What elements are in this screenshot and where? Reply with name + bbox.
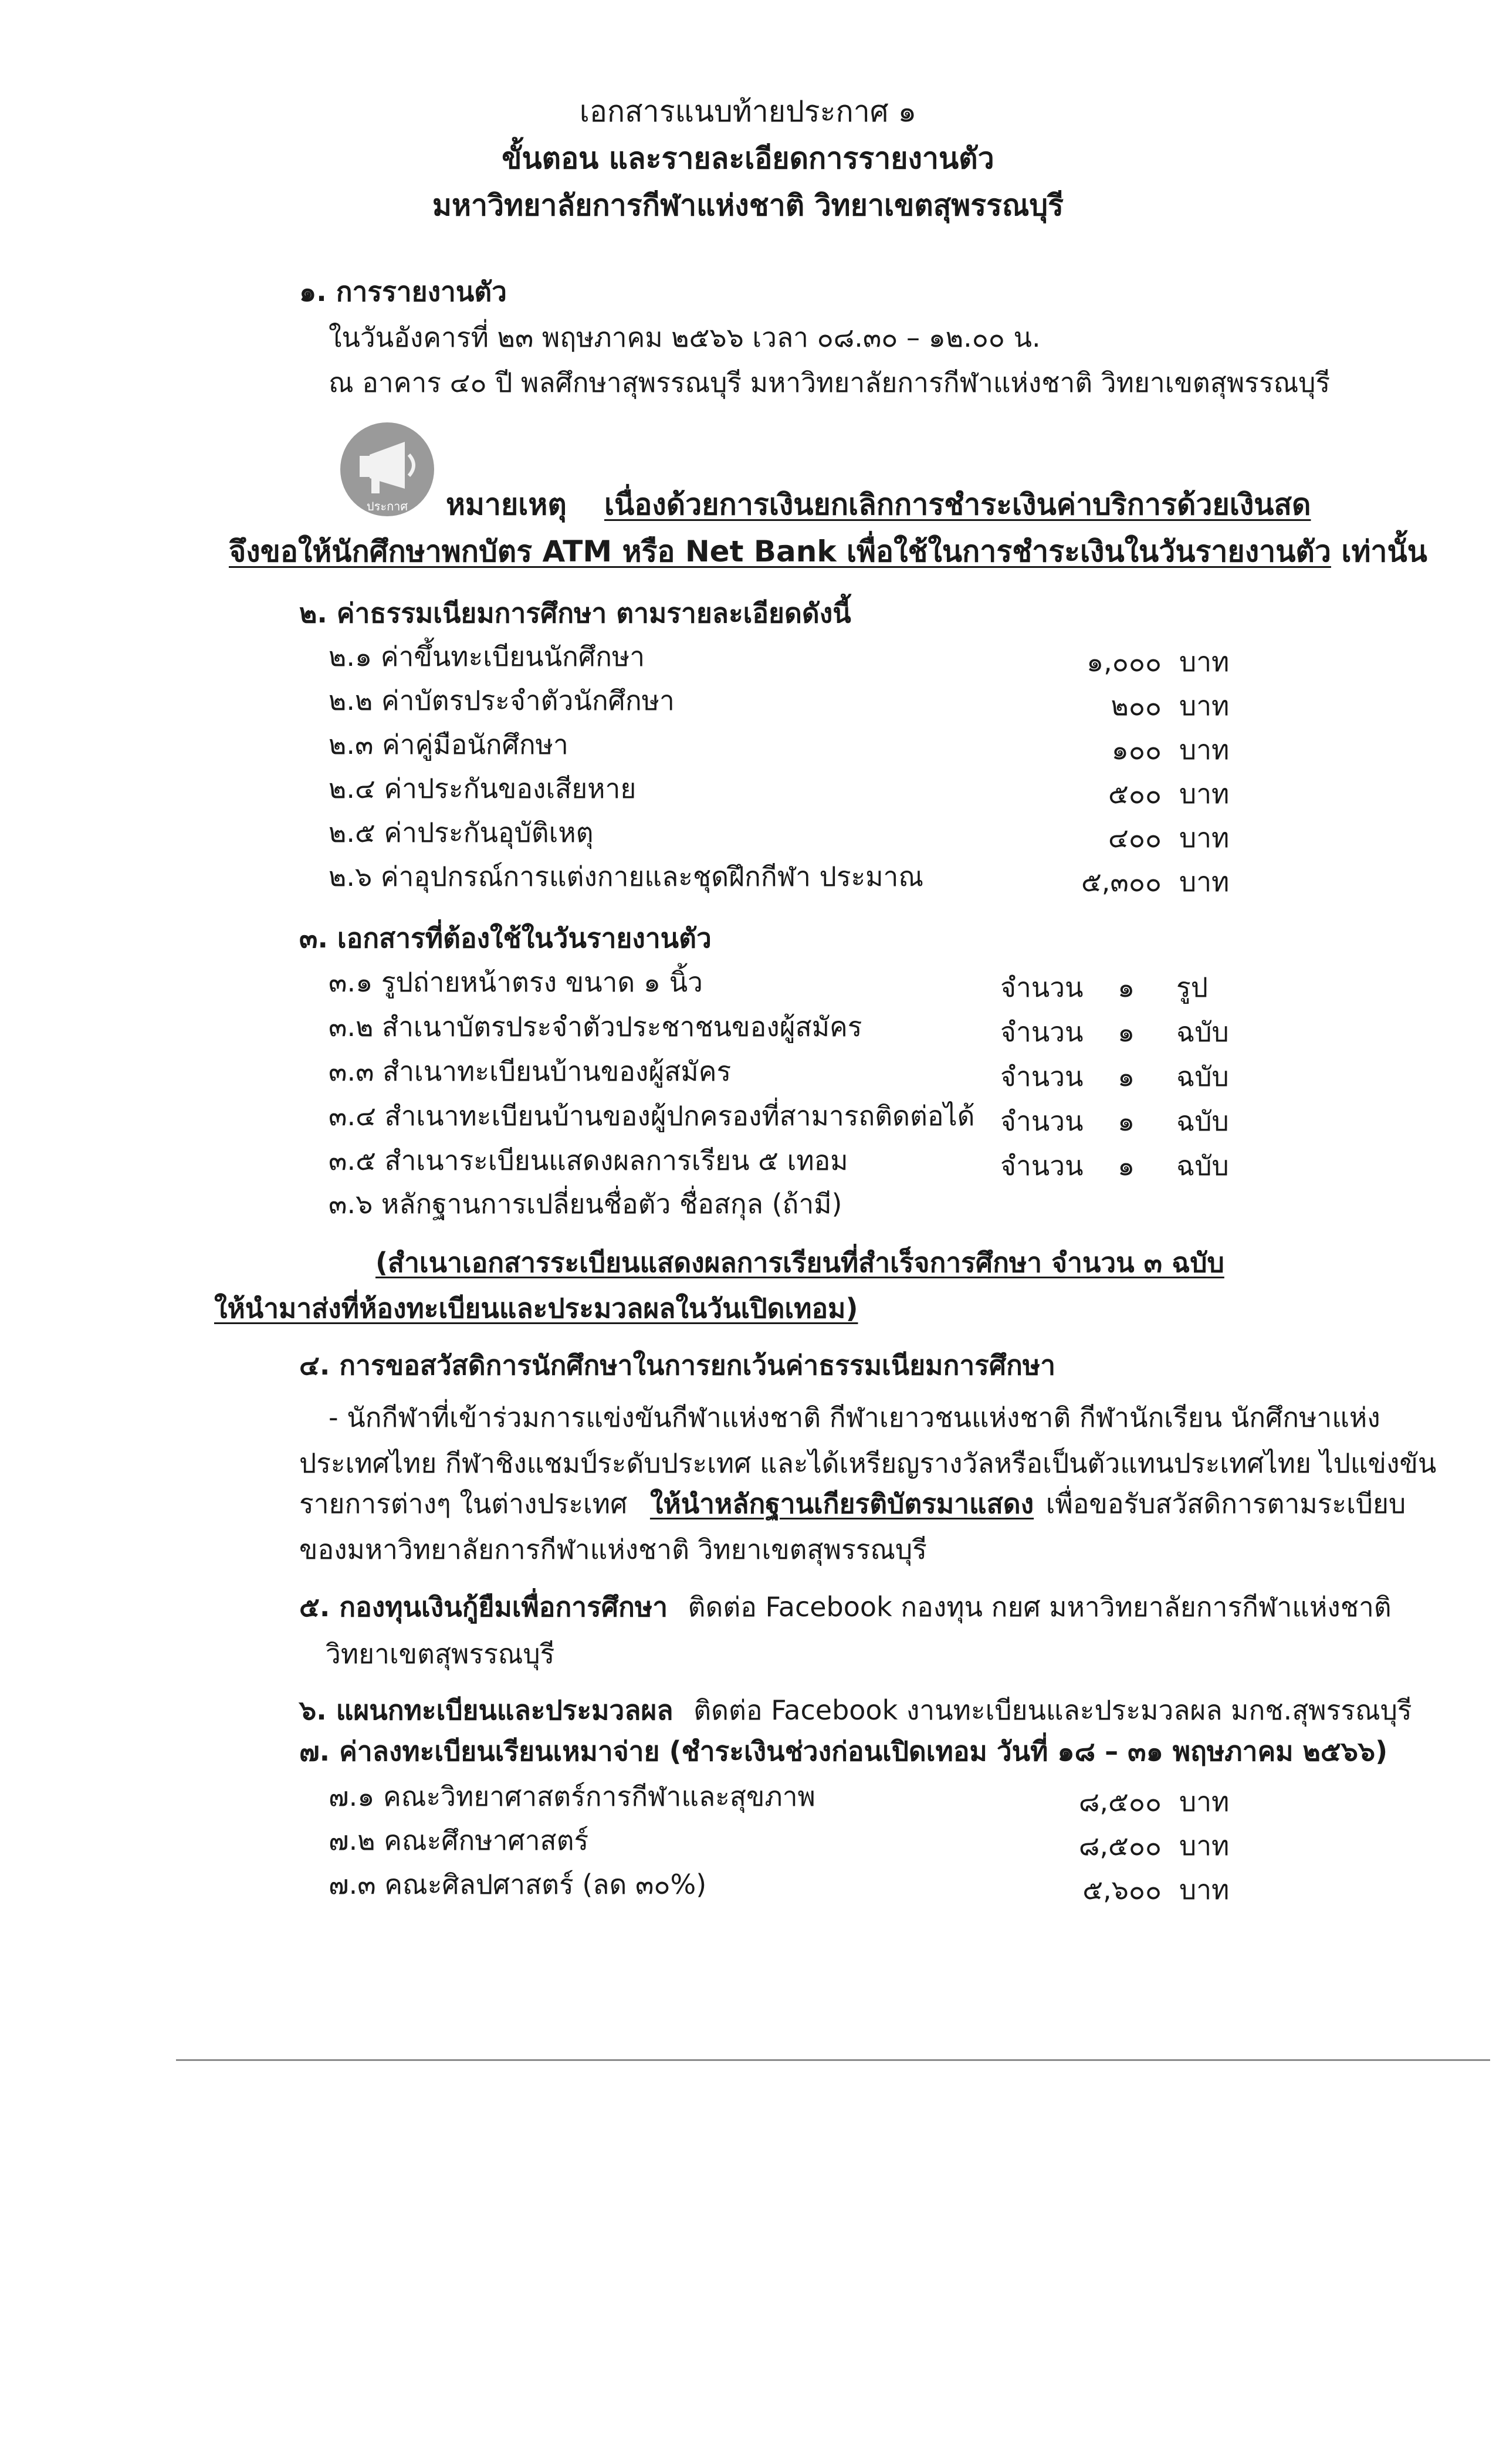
notice-icon-label: ประกาศ	[366, 499, 408, 513]
tuition-item-unit: บาท	[1179, 1830, 1230, 1861]
fee-item-label: ๒.๓ ค่าคู่มือนักศึกษา	[329, 729, 568, 760]
fee-item-amount: ๔๐๐	[1108, 822, 1162, 854]
fee-item-unit: บาท	[1179, 646, 1230, 678]
section-5-title: ๕. กองทุนเงินกู้ยืมเพื่อการศึกษา	[299, 1591, 668, 1623]
document-item-unit: ฉบับ	[1176, 1061, 1229, 1092]
document-item-unit: รูป	[1176, 972, 1208, 1003]
section-4-line-1: - นักกีฬาที่เข้าร่วมการแข่งขันกีฬาแห่งชาติ กีฬาเยาวชนแห่งชาติ กีฬานักเรียน นักศึกษาแห่ง	[329, 1402, 1380, 1433]
section-4-line-4: ของมหาวิทยาลัยการกีฬาแห่งชาติ วิทยาเขตสุพรรณบุรี	[299, 1534, 927, 1565]
tuition-item-amount: ๘,๕๐๐	[1078, 1786, 1162, 1817]
fee-item-unit: บาท	[1179, 866, 1230, 898]
section-4-line-2: ประเทศไทย กีฬาชิงแชมป์ระดับประเทศ และได้เหรียญรางวัลหรือเป็นตัวแทนประเทศไทย ไปแข่งขัน	[299, 1447, 1437, 1479]
document-item-label: ๓.๔ สำเนาทะเบียนบ้านของผู้ปกครองที่สามารถติดต่อได้	[329, 1100, 975, 1132]
bottom-divider	[176, 2059, 1490, 2061]
tuition-item-label: ๗.๒ คณะศึกษาศาสตร์	[329, 1825, 589, 1856]
fee-item-unit: บาท	[1179, 822, 1230, 854]
document-item-qty-label: จำนวน	[1000, 972, 1084, 1003]
document-item-label: ๓.๑ รูปถ่ายหน้าตรง ขนาด ๑ นิ้ว	[329, 966, 703, 998]
fee-item-label: ๒.๔ ค่าประกันของเสียหาย	[329, 773, 637, 804]
document-item-qty-label: จำนวน	[1000, 1105, 1084, 1137]
section-6-title: ๖. แผนกทะเบียนและประมวลผล	[299, 1694, 673, 1726]
document-item-label: ๓.๕ สำเนาระเบียนแสดงผลการเรียน ๕ เทอม	[329, 1145, 848, 1176]
document-item-unit: ฉบับ	[1176, 1016, 1229, 1048]
fee-item-label: ๒.๒ ค่าบัตรประจำตัวนักศึกษา	[329, 685, 675, 716]
tuition-item-label: ๗.๓ คณะศิลปศาสตร์ (ลด ๓๐%)	[329, 1869, 707, 1900]
document-item-unit: ฉบับ	[1176, 1105, 1229, 1137]
section-3-title: ๓. เอกสารที่ต้องใช้ในวันรายงานตัว	[299, 922, 712, 954]
fee-item-amount: ๕,๓๐๐	[1081, 866, 1162, 898]
fee-item-label: ๒.๖ ค่าอุปกรณ์การแต่งกายและชุดฝึกกีฬา ประมาณ	[329, 861, 924, 892]
fee-item-amount: ๑,๐๐๐	[1086, 646, 1162, 678]
header-line-2: ขั้นตอน และรายละเอียดการรายงานตัว	[502, 141, 994, 175]
tuition-item-label: ๗.๑ คณะวิทยาศาสตร์การกีฬาและสุขภาพ	[329, 1781, 815, 1812]
document-item-qty: ๑	[1118, 1105, 1135, 1137]
section-1-line-2: ณ อาคาร ๔๐ ปี พลศึกษาสุพรรณบุรี มหาวิทยาลัยการกีฬาแห่งชาติ วิทยาเขตสุพรรณบุรี	[329, 367, 1331, 398]
document-item-label: ๓.๓ สำเนาทะเบียนบ้านของผู้สมัคร	[329, 1055, 732, 1087]
section-5-text: ติดต่อ Facebook กองทุน กยศ มหาวิทยาลัยการกีฬาแห่งชาติ	[688, 1591, 1392, 1623]
document-item-qty: ๑	[1118, 1016, 1135, 1048]
fee-item-label: ๒.๕ ค่าประกันอุบัติเหตุ	[329, 817, 594, 848]
document-note-line-1: (สำเนาเอกสารระเบียนแสดงผลการเรียนที่สำเร็จการศึกษา จำนวน ๓ ฉบับ	[375, 1247, 1224, 1278]
section-6-text: ติดต่อ Facebook งานทะเบียนและประมวลผล มกช.สุพรรณบุรี	[693, 1694, 1412, 1726]
fee-item-unit: บาท	[1179, 778, 1230, 810]
section-1-line-1: ในวันอังคารที่ ๒๓ พฤษภาคม ๒๕๖๖ เวลา ๐๘.๓๐ – ๑๒.๐๐ น.	[329, 321, 1041, 353]
tuition-item-unit: บาท	[1179, 1786, 1230, 1817]
document-item-qty-label: จำนวน	[1000, 1016, 1084, 1048]
header-line-1: เอกสารแนบท้ายประกาศ ๑	[579, 94, 917, 128]
document-item-6: ๓.๖ หลักฐานการเปลี่ยนชื่อตัว ชื่อสกุล (ถ้ามี)	[329, 1188, 842, 1220]
document-item-qty: ๑	[1118, 1061, 1135, 1092]
document-note-line-2: ให้นำมาส่งที่ห้องทะเบียนและประมวลผลในวันเปิดเทอม)	[214, 1292, 858, 1324]
document-item-qty: ๑	[1118, 972, 1135, 1003]
document-item-qty-label: จำนวน	[1000, 1150, 1084, 1182]
notice-line-2: จึงขอให้นักศึกษาพกบัตร ATM หรือ Net Bank เพื่อใช้ในการชำระเงินในวันรายงานตัว	[229, 534, 1331, 568]
section-4-line-3-c: เพื่อขอรับสวัสดิการตามระเบียบ	[1045, 1488, 1406, 1519]
megaphone-icon	[337, 419, 437, 519]
fee-item-unit: บาท	[1179, 690, 1230, 722]
document-item-unit: ฉบับ	[1176, 1150, 1229, 1182]
header-line-3: มหาวิทยาลัยการกีฬาแห่งชาติ วิทยาเขตสุพรรณบุรี	[432, 188, 1064, 222]
fee-item-label: ๒.๑ ค่าขึ้นทะเบียนนักศึกษา	[329, 641, 645, 672]
document-item-qty-label: จำนวน	[1000, 1061, 1084, 1092]
notice-line-1: เนื่องด้วยการเงินยกเลิกการชำระเงินค่าบริการด้วยเงินสด	[604, 488, 1311, 522]
section-5-line-2: วิทยาเขตสุพรรณบุรี	[326, 1638, 555, 1670]
document-item-label: ๓.๒ สำเนาบัตรประจำตัวประชาชนของผู้สมัคร	[329, 1011, 862, 1043]
tuition-item-amount: ๕,๖๐๐	[1082, 1874, 1162, 1905]
fee-item-amount: ๒๐๐	[1111, 690, 1162, 722]
fee-item-amount: ๑๐๐	[1111, 734, 1162, 766]
notice-label: หมายเหตุ	[446, 488, 567, 522]
section-4-line-3-b: ให้นำหลักฐานเกียรติบัตรมาแสดง	[649, 1488, 1034, 1519]
section-2-title: ๒. ค่าธรรมเนียมการศึกษา ตามรายละเอียดดังนี้	[299, 597, 851, 629]
tuition-item-amount: ๘,๕๐๐	[1078, 1830, 1162, 1861]
notice-line-2-tail: เท่านั้น	[1341, 534, 1427, 568]
section-1-title: ๑. การรายงานตัว	[299, 276, 507, 307]
section-7-title: ๗. ค่าลงทะเบียนเรียนเหมาจ่าย (ชำระเงินช่วงก่อนเปิดเทอม วันที่ ๑๘ – ๓๑ พฤษภาคม ๒๕๖๖)	[299, 1735, 1388, 1767]
section-4-title: ๔. การขอสวัสดิการนักศึกษาในการยกเว้นค่าธรรมเนียมการศึกษา	[299, 1349, 1056, 1381]
tuition-item-unit: บาท	[1179, 1874, 1230, 1905]
section-4-line-3-a: รายการต่างๆ ในต่างประเทศ	[299, 1488, 628, 1519]
fee-item-unit: บาท	[1179, 734, 1230, 766]
document-item-qty: ๑	[1118, 1150, 1135, 1182]
fee-item-amount: ๕๐๐	[1108, 778, 1162, 810]
